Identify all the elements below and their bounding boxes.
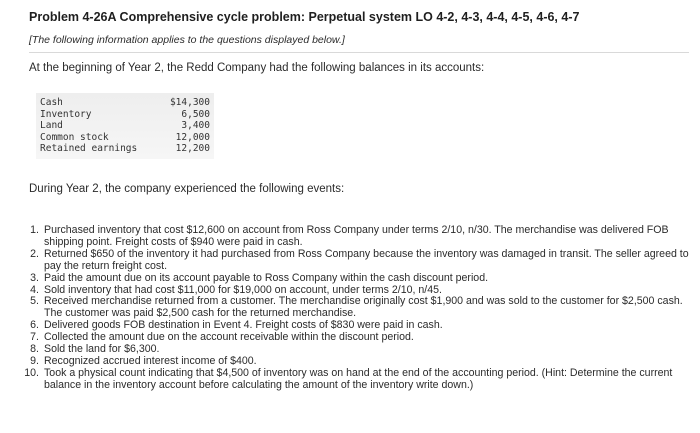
account-amount: $14,300 xyxy=(169,97,210,108)
event-text: Returned $650 of the inventory it had purchased from Ross Company because the inventory was damaged in transit. The seller agreed to pay the return freight cost. xyxy=(44,247,689,272)
divider xyxy=(29,52,689,53)
event-text: Received merchandise returned from a customer. The merchandise originally cost $1,900 and was sold to the customer for $2,500 cash. The customer was paid $2,500 cash for the returned merchandise. xyxy=(44,295,683,320)
event-number: 9. xyxy=(30,354,39,367)
event-text: Sold inventory that had cost $11,000 for $19,000 on account, under terms 2/10, n/45. xyxy=(44,283,442,296)
account-name: Common stock xyxy=(40,131,109,143)
event-number: 5. xyxy=(30,295,39,308)
event-number: 8. xyxy=(30,343,39,356)
balance-row-land xyxy=(40,120,210,132)
event-number: 1. xyxy=(30,224,39,236)
balance-row-common-stock xyxy=(40,132,210,144)
balance-row-cash xyxy=(40,97,210,109)
event-text: Sold the land for $6,300. xyxy=(44,343,160,356)
event-number: 6. xyxy=(30,319,39,332)
event-number: 4. xyxy=(30,283,39,296)
account-name: Land xyxy=(40,120,63,131)
account-amount: 6,500 xyxy=(181,108,210,120)
problem-title: Problem 4-26A Comprehensive cycle problem: Perpetual system LO 4-2, 4-3, 4-4, 4-5, 4-6, 4-7 xyxy=(29,10,580,24)
event-item xyxy=(0,225,700,249)
balances-intro: At the beginning of Year 2, the Redd Company had the following balances in its accounts: xyxy=(29,62,485,74)
event-number: 3. xyxy=(30,271,39,284)
event-text: Collected the amount due on the account receivable within the discount period. xyxy=(44,331,414,344)
account-name: Retained earnings xyxy=(40,143,138,154)
account-amount: 12,200 xyxy=(175,143,210,154)
event-text: Paid the amount due on its account payable to Ross Company within the cash discount period. xyxy=(44,271,489,284)
account-name: Cash xyxy=(40,97,63,108)
event-item xyxy=(0,273,700,285)
event-item xyxy=(0,296,700,320)
event-text: Took a physical count indicating that $4,500 of inventory was on hand at the end of the accounting period. (Hint: Determine the current balance in the inventory account before calculating the amount of the inventory write down.) xyxy=(44,366,673,391)
event-text: Purchased inventory that cost $12,600 on account from Ross Company under terms 2/10, n/30. The merchandise was delivered FOB shipping point. Freight costs of $940 were paid in cash. xyxy=(44,224,669,248)
balances-table xyxy=(36,93,214,159)
event-item xyxy=(0,249,700,273)
problem-subtitle: [The following information applies to the questions displayed below.] xyxy=(29,34,345,46)
event-item xyxy=(0,368,700,392)
balance-row-retained-earnings xyxy=(40,143,210,155)
event-number: 7. xyxy=(30,331,39,344)
event-text: Delivered goods FOB destination in Event 4. Freight costs of $830 were paid in cash. xyxy=(44,319,443,332)
event-number: 10. xyxy=(24,366,39,379)
account-amount: 3,400 xyxy=(181,120,210,131)
events-list xyxy=(0,225,700,392)
events-intro: During Year 2, the company experienced the following events: xyxy=(29,183,345,195)
account-name: Inventory xyxy=(40,108,92,120)
balance-row-inventory xyxy=(40,109,210,121)
event-text: Recognized accrued interest income of $400. xyxy=(44,354,257,367)
account-amount: 12,000 xyxy=(175,131,210,143)
event-number: 2. xyxy=(30,247,39,260)
